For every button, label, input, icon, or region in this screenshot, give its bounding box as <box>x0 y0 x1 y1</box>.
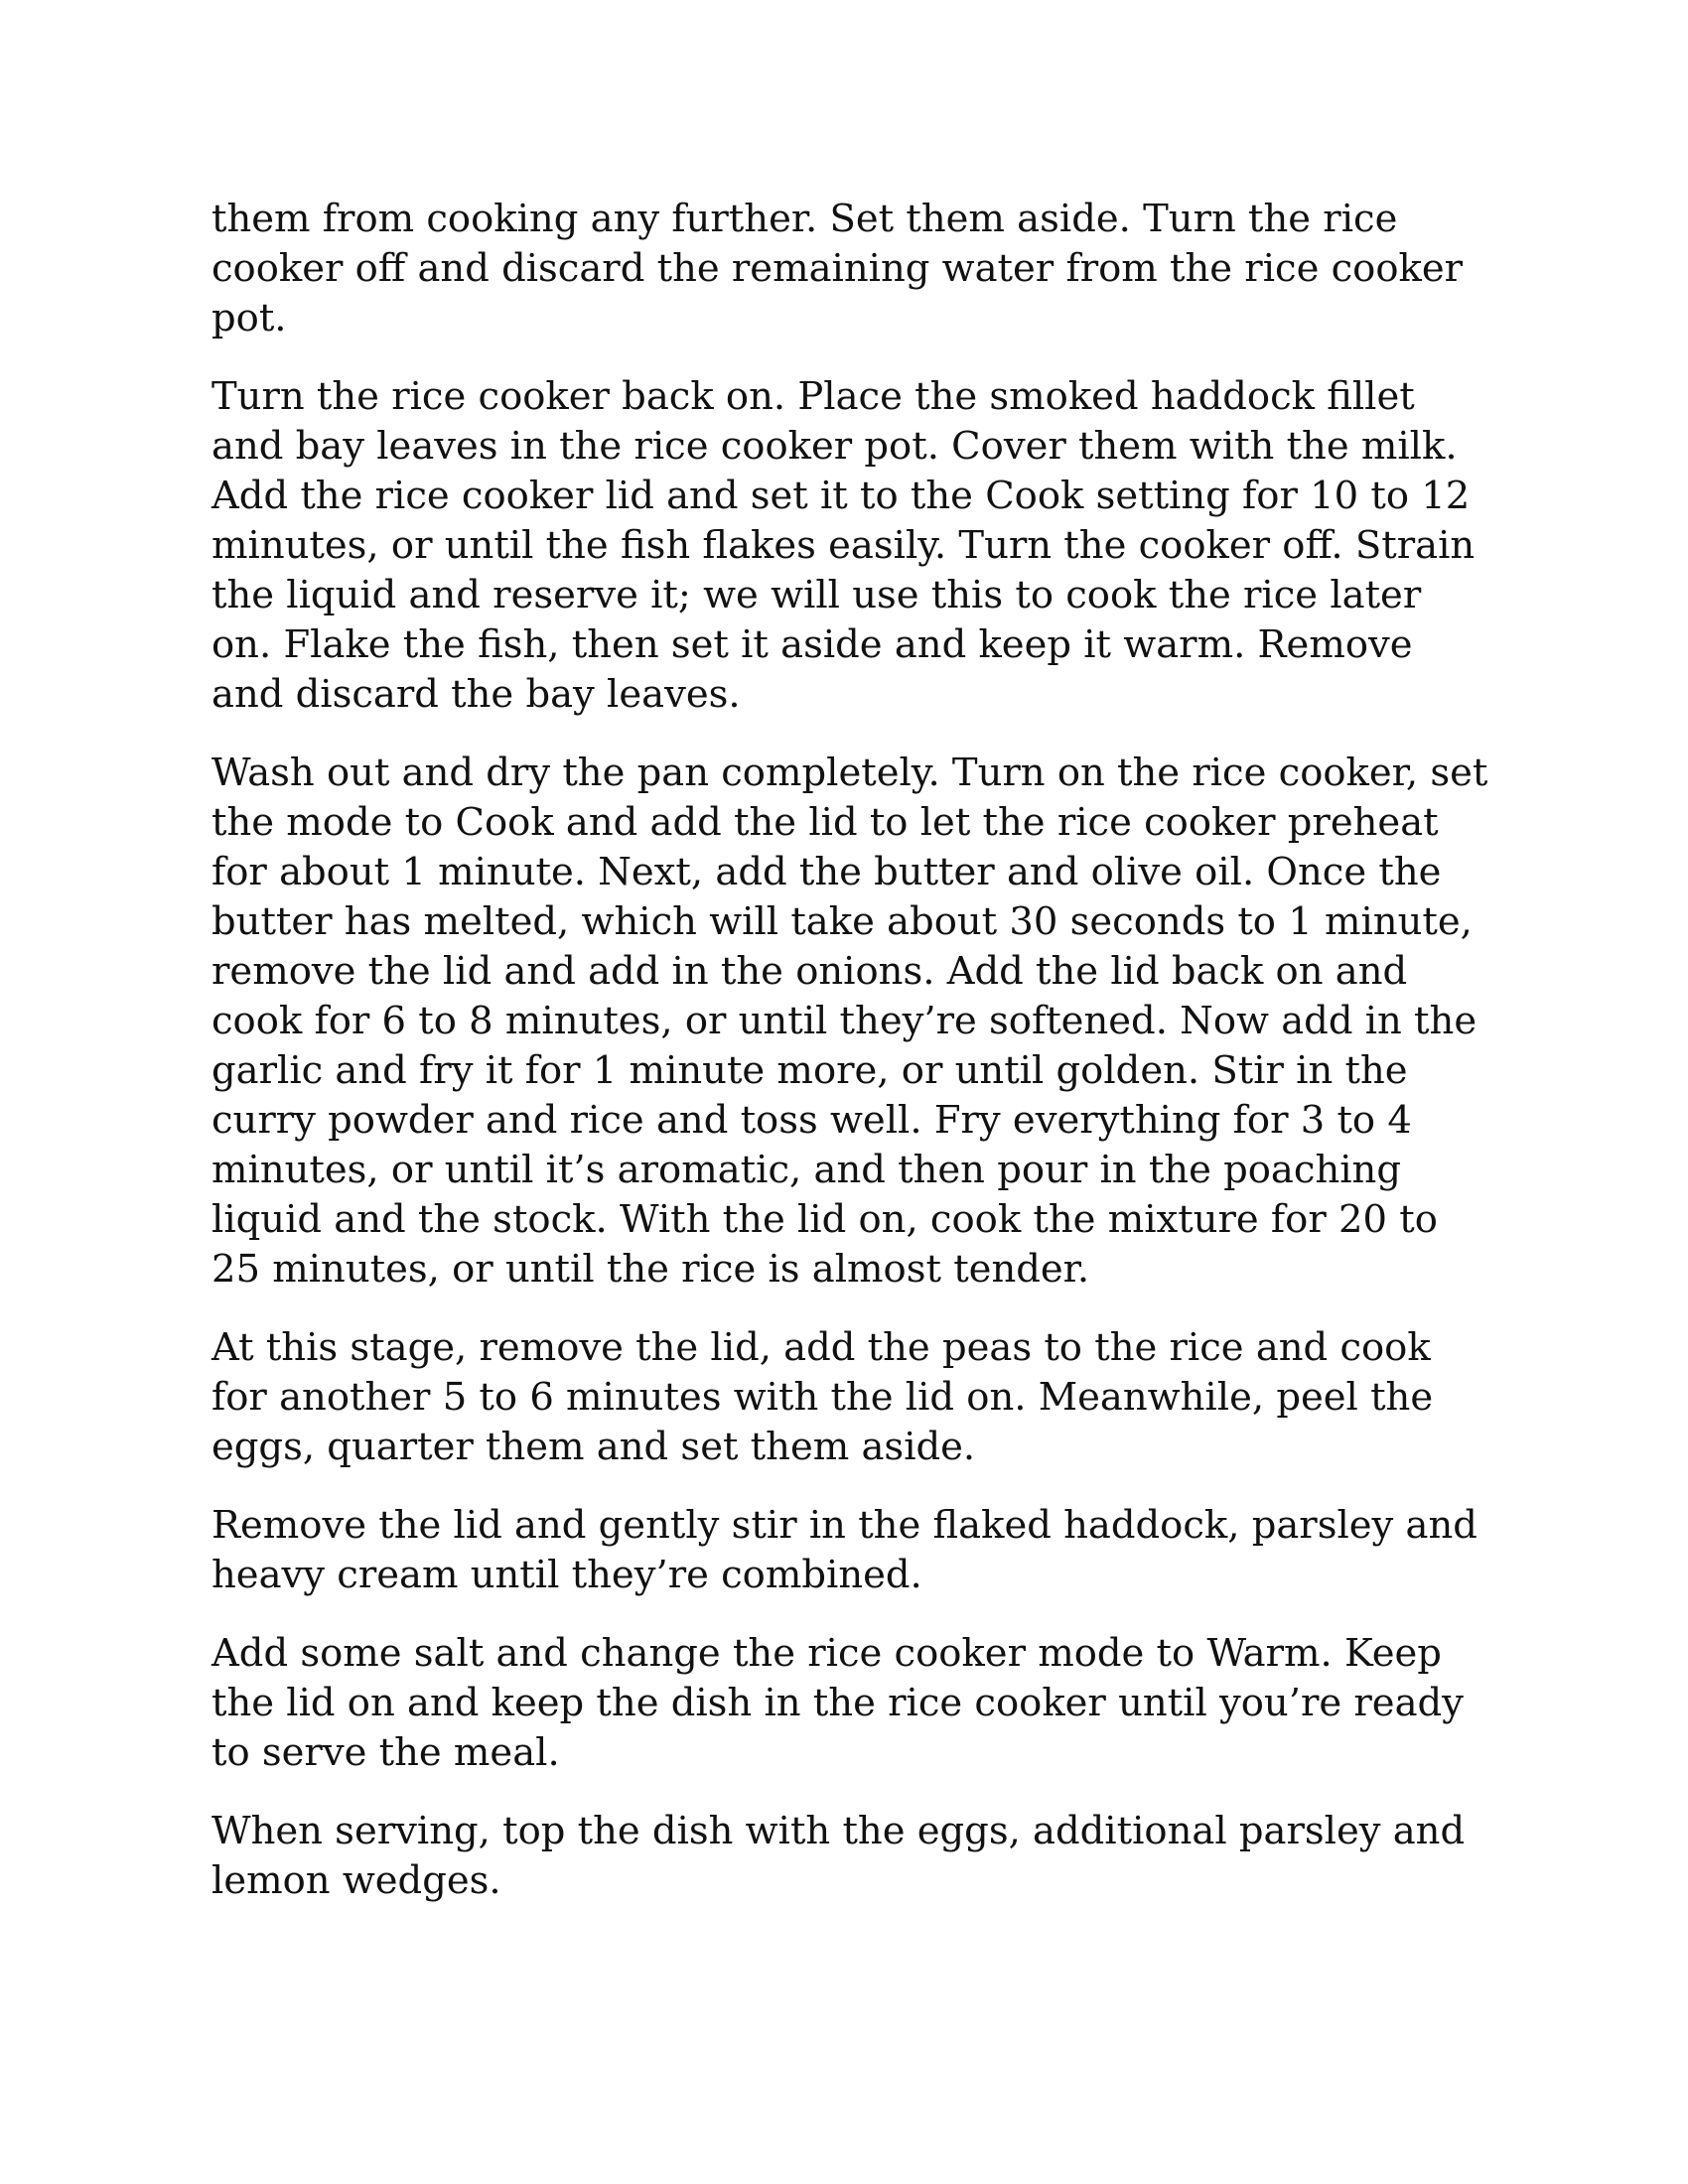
paragraph-4: At this stage, remove the lid, add the peas to the rice and cook for another 5 to 6 minutes with the lid on. Meanwhile, peel the eggs, quarter them and set them aside. <box>211 1325 1434 1469</box>
paragraph-6: Add some salt and change the rice cooker mode to Warm. Keep the lid on and keep the dish in the rice cooker until you’re ready to serve the meal. <box>211 1631 1464 1775</box>
paragraph-1: them from cooking any further. Set them aside. Turn the rice cooker off and discard the remaining water from the rice cooker pot. <box>211 197 1464 341</box>
paragraph-2: Turn the rice cooker back on. Place the smoked haddock fillet and bay leaves in the rice cooker pot. Cover them with the milk. Add the rice cooker lid and set it to the Cook setting for 10 to 12 minutes, or until the fish flakes easily. Turn the cooker off. Strain the liquid and reserve it; we will use this to cook the rice later on. Flake the fish, then set it aside and keep it warm. Remove and discard the bay leaves. <box>211 374 1476 717</box>
paragraph-5: Remove the lid and gently stir in the flaked haddock, parsley and heavy cream until they’re combined. <box>211 1503 1477 1597</box>
paragraph-3: Wash out and dry the pan completely. Turn on the rice cooker, set the mode to Cook and add the lid to let the rice cooker preheat for about 1 minute. Next, add the butter and olive oil. Once the butter has melted, which will take about 30 seconds to 1 minute, remove the lid and add in the onions. Add the lid back on and cook for 6 to 8 minutes, or until they’re softened. Now add in the garlic and fry it for 1 minute more, or until golden. Stir in the curry powder and rice and toss well. Fry everything for 3 to 4 minutes, or until it’s aromatic, and then pour in the poaching liquid and the stock. With the lid on, cook the mixture for 20 to 25 minutes, or until the rice is almost tender. <box>211 751 1488 1292</box>
paragraph-7: When serving, top the dish with the eggs, additional parsley and lemon wedges. <box>211 1809 1466 1903</box>
recipe-instructions <box>211 195 1492 1935</box>
